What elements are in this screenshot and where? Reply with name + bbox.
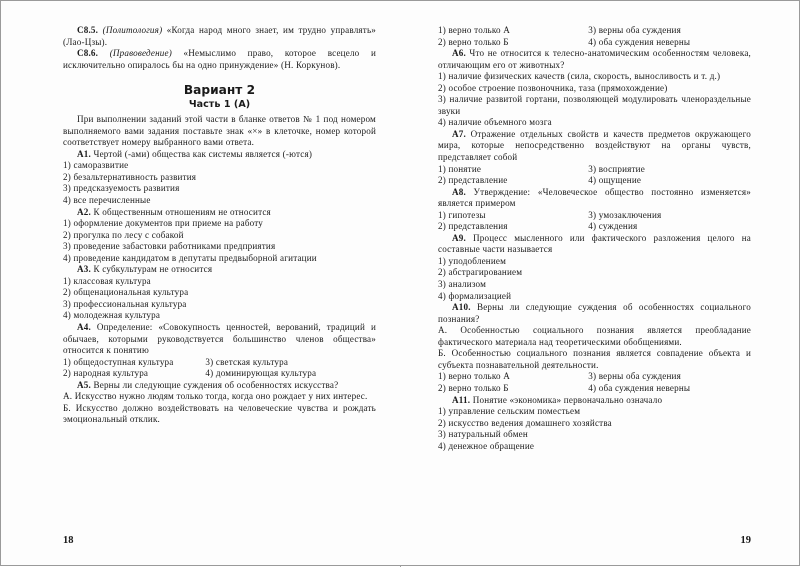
- question-a3: [63, 264, 376, 276]
- option-a6-1: 1) наличие физических качеств (сила, скорость, выносливость и т. д.): [438, 71, 721, 82]
- left-page-textblock: [63, 25, 376, 426]
- option-a10-1: 1) верно только А: [438, 371, 511, 382]
- option-a9-3: 3) анализом: [438, 279, 487, 290]
- question-stem-a2: К общественным отношениям не относится: [90, 206, 271, 217]
- option-a4-1: 1) общедоступная культура: [63, 356, 174, 367]
- question-stem-a7: Отражение отдельных свойств и качеств предметов окружающего мира, которые непосредственно воздействуют на органы чувств, представляет собой: [438, 128, 751, 163]
- option-a7-4: 4) ощущение: [588, 175, 642, 186]
- question-stem-a8: Утверждение: «Человеческое общество постоянно изменяется» является примером: [438, 186, 751, 209]
- option-a3-3: 3) профессиональная культура: [63, 298, 187, 309]
- question-label-a1: А1.: [77, 148, 91, 159]
- option-a3-2: 2) общенациональная культура: [63, 287, 189, 298]
- option-a9-1: 1) уподоблением: [438, 255, 507, 266]
- option-row-a8-2: [438, 221, 751, 233]
- question-text-c86: «Немыслимо право, которое всецело и исключительно опиралось бы на одно принуждение» (Н. Коркунов).: [63, 48, 377, 70]
- question-stem-a1: Чертой (-ами) общества как системы является (-ются): [90, 148, 313, 159]
- question-label-a9: А9.: [452, 232, 466, 243]
- option-a1-2: 2) безальтернативность развития: [63, 171, 197, 182]
- question-stem-a10: Верны ли следующие суждения об особенностях социального познания?: [438, 302, 751, 324]
- question-stem-a4: Определение: «Совокупность ценностей, верований, традиций и обычаев, которыми руководствуется большинство членов общества» относится к понятию: [63, 322, 376, 356]
- question-label-a2: А2.: [77, 206, 91, 217]
- option-a5-1: 1) верно только А: [438, 25, 511, 35]
- question-a11: [438, 395, 751, 407]
- option-a7-3: 3) восприятие: [588, 163, 645, 174]
- option-a2-3: 3) проведение забастовки работниками предприятия: [63, 241, 276, 252]
- question-a4: [63, 322, 376, 357]
- option-a5-2: 2) верно только Б: [438, 36, 509, 47]
- option-a6-3: 3) наличие развитой гортани, позволяющей модулировать членораздельные звуки: [438, 94, 751, 116]
- option-a2-2: 2) прогулка по лесу с собакой: [63, 229, 184, 240]
- question-text-c85: «Когда народ много знает, им трудно управлять» (Лао-Цзы).: [63, 25, 377, 47]
- question-a6: [438, 48, 751, 71]
- option-a8-2: 2) представления: [438, 221, 508, 232]
- option-a8-4: 4) суждения: [588, 221, 638, 232]
- question-stem-a6: Что не относится к телесно-анатомическим особенностям человека, отличающим его от животных?: [438, 48, 751, 70]
- option-row-a5-2: [438, 37, 751, 49]
- question-label-a11: А11.: [452, 394, 471, 405]
- option-a11-3: 3) натуральный обмен: [438, 429, 528, 440]
- question-stem-a11: Понятие «экономика» первоначально означало: [470, 394, 663, 405]
- question-a8: [438, 187, 751, 210]
- question-label-a10: А10.: [452, 302, 471, 313]
- option-row-a5-1: [438, 25, 751, 37]
- option-row-a10-2: [438, 383, 751, 395]
- question-a9: [438, 233, 751, 256]
- option-a4-3: 3) светская культура: [205, 356, 289, 367]
- option-a2-4: 4) проведение кандидатом в депутаты предвыборной агитации: [63, 252, 317, 263]
- option-a1-1: 1) саморазвитие: [63, 160, 129, 171]
- option-a8-3: 3) умозаключения: [588, 209, 662, 220]
- question-source-c85: (Политология): [102, 25, 163, 35]
- question-a5: [63, 380, 376, 392]
- option-a4-4: 4) доминирующая культура: [205, 368, 317, 379]
- page-number-left: 18: [63, 535, 74, 546]
- question-stem-a9: Процесс мысленного или фактического разложения целого на составные части называется: [438, 232, 751, 255]
- statement-a5-a: А. Искусство нужно людям только тогда, когда оно рождает у них интерес.: [63, 391, 368, 402]
- question-stem-a3: К субкультурам не относится: [90, 264, 213, 275]
- option-a5-3: 3) верны оба суждения: [588, 25, 681, 35]
- option-a6-2: 2) особое строение позвоночника, таза (прямохождение): [438, 82, 668, 93]
- statement-a5-b: Б. Искусство должно воздействовать на человеческие чувства и рождать эмоциональный отклик.: [63, 402, 376, 425]
- question-a10: [438, 302, 751, 325]
- option-a11-2: 2) искусство ведения домашнего хозяйства: [438, 417, 612, 428]
- statement-a10-b: Б. Особенностью социального познания является совпадение объекта и субъекта познавательной деятельности.: [438, 348, 751, 370]
- question-a7: [438, 129, 751, 164]
- carryover-item-c85: [63, 25, 376, 48]
- right-page-textblock: [438, 25, 751, 452]
- option-a1-3: 3) предсказуемость развития: [63, 183, 180, 194]
- left-page: [1, 1, 400, 565]
- statement-a10-a: А. Особенностью социального познания является преобладание фактического материала над теоретическими обобщениями.: [438, 325, 751, 347]
- option-a9-2: 2) абстрагированием: [438, 267, 523, 278]
- option-a7-1: 1) понятие: [438, 163, 482, 174]
- question-stem-a5: Верны ли следующие суждения об особенностях искусства?: [90, 379, 339, 390]
- question-label-a5: А5.: [77, 379, 91, 390]
- right-page: [400, 1, 799, 565]
- part-instruction: При выполнении заданий этой части в бланке ответов № 1 под номером выполняемого вами задания поставьте знак «×» в клеточке, номер которой соответствует номеру выбранного вами ответа.: [63, 114, 376, 148]
- option-a11-4: 4) денежное обращение: [438, 440, 535, 451]
- question-source-c86: (Правоведение): [109, 48, 172, 59]
- part-heading: Часть 1 (А): [188, 99, 251, 111]
- option-row-a4-2: [63, 368, 376, 380]
- question-a2: [63, 207, 376, 219]
- question-label-c86: С8.6.: [77, 48, 99, 59]
- option-a7-2: 2) представление: [438, 175, 508, 186]
- option-row-a10-1: [438, 371, 751, 383]
- option-a10-4: 4) оба суждения неверны: [588, 382, 691, 393]
- question-a1: [63, 149, 376, 161]
- option-a6-4: 4) наличие объемного мозга: [438, 117, 552, 128]
- option-row-a7-2: [438, 175, 751, 187]
- option-row-a4-1: [63, 357, 376, 369]
- option-a3-1: 1) классовая культура: [63, 275, 151, 286]
- question-label-c85: С8.5.: [77, 25, 99, 35]
- option-a10-3: 3) верны оба суждения: [588, 371, 681, 382]
- option-a11-1: 1) управление сельским поместьем: [438, 406, 581, 417]
- variant-heading: Вариант 2: [183, 83, 256, 98]
- question-label-a8: А8.: [452, 186, 466, 197]
- option-row-a8-1: [438, 210, 751, 222]
- option-a9-4: 4) формализацией: [438, 290, 512, 301]
- option-a2-1: 1) оформление документов при приеме на работу: [63, 218, 264, 229]
- option-a1-4: 4) все перечисленные: [63, 195, 151, 206]
- option-a5-4: 4) оба суждения неверны: [588, 36, 691, 47]
- question-label-a4: А4.: [77, 322, 91, 333]
- option-a10-2: 2) верно только Б: [438, 382, 509, 393]
- question-label-a7: А7.: [452, 128, 466, 139]
- option-row-a7-1: [438, 164, 751, 176]
- option-a4-2: 2) народная культура: [63, 368, 149, 379]
- question-label-a3: А3.: [77, 264, 91, 275]
- option-a3-4: 4) молодежная культура: [63, 310, 161, 321]
- question-label-a6: А6.: [452, 48, 466, 59]
- page-number-right: 19: [740, 535, 751, 546]
- carryover-item-c86: [63, 48, 376, 71]
- option-a8-1: 1) гипотезы: [438, 209, 486, 220]
